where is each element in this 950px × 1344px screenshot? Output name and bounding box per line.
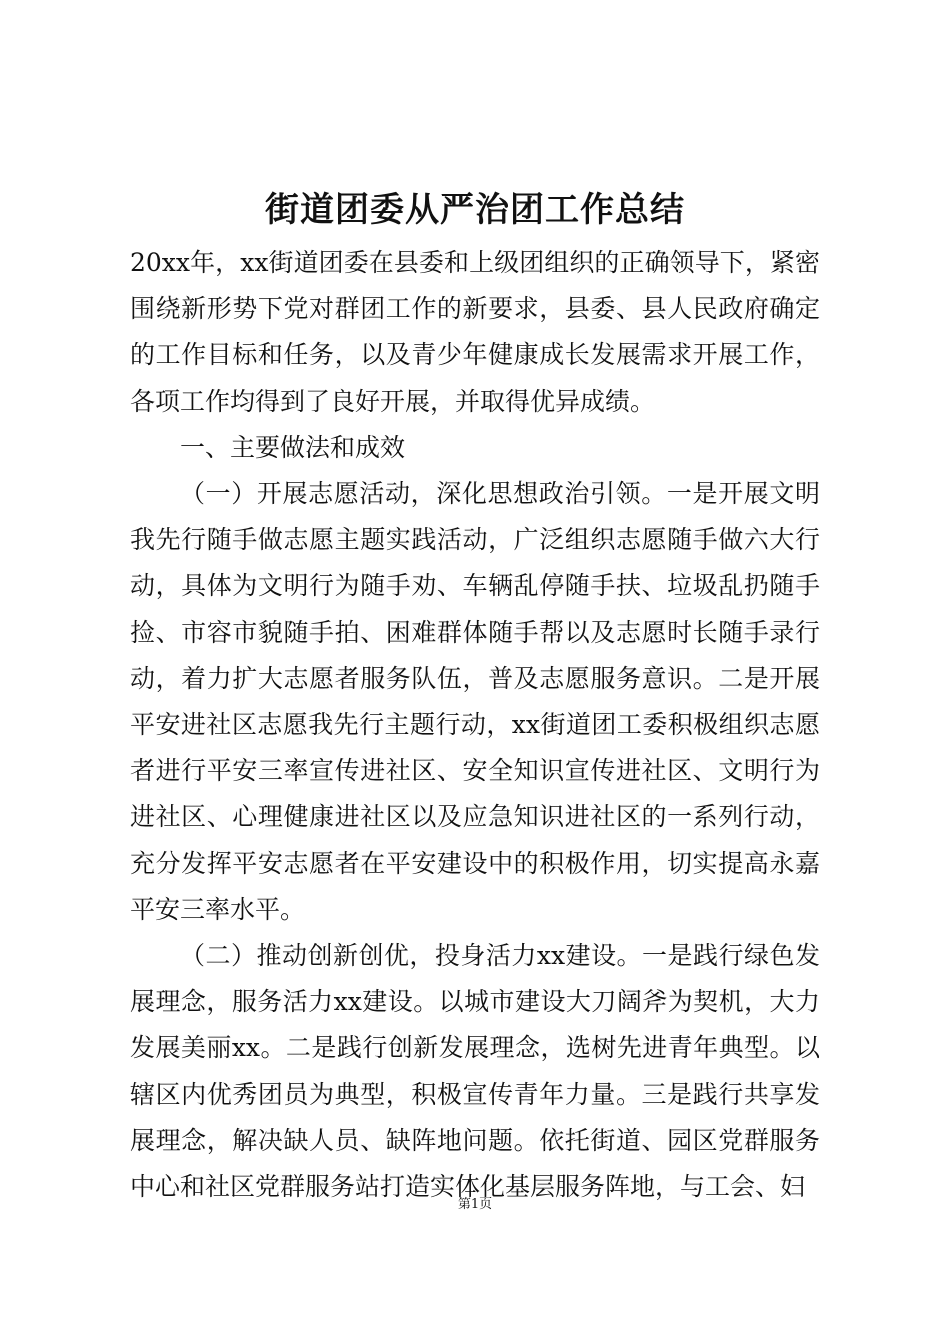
document-title: 街道团委从严治团工作总结 [265,190,685,230]
document-body [130,240,820,1210]
paragraph-section-2: （二）推动创新创优，投身活力xx建设。一是践行绿色发展理念，服务活力xx建设。以城市建设大刀阔斧为契机，大力发展美丽xx。二是践行创新发展理念，选树先进青年典型。以辖区内优秀团员为典型，积极宣传青年力量。三是践行共享发展理念，解决缺人员、缺阵地问题。依托街道、园区党群服务中心和社区党群服务站打造实体化基层服务阵地，与工会、妇 [130,941,820,1202]
section-heading: 一、主要做法和成效 [180,432,406,462]
paragraph-intro: 20xx年，xx街道团委在县委和上级团组织的正确领导下，紧密围绕新形势下党对群团工作的新要求，县委、县人民政府确定的工作目标和任务，以及青少年健康成长发展需求开展工作，各项工作均得到了良好开展，并取得优异成绩。 [130,248,820,416]
paragraph-section-1: （一）开展志愿活动，深化思想政治引领。一是开展文明我先行随手做志愿主题实践活动，广泛组织志愿随手做六大行动，具体为文明行为随手劝、车辆乱停随手扶、垃圾乱扔随手捡、市容市貌随手拍、困难群体随手帮以及志愿时长随手录行动，着力扩大志愿者服务队伍，普及志愿服务意识。二是开展平安进社区志愿我先行主题行动，xx街道团工委积极组织志愿者进行平安三率宣传进社区、安全知识宣传进社区、文明行为进社区、心理健康进社区以及应急知识进社区的一系列行动，充分发挥平安志愿者在平安建设中的积极作用，切实提高永嘉平安三率水平。 [130,479,820,924]
page-number: 第1页 [457,1197,493,1212]
